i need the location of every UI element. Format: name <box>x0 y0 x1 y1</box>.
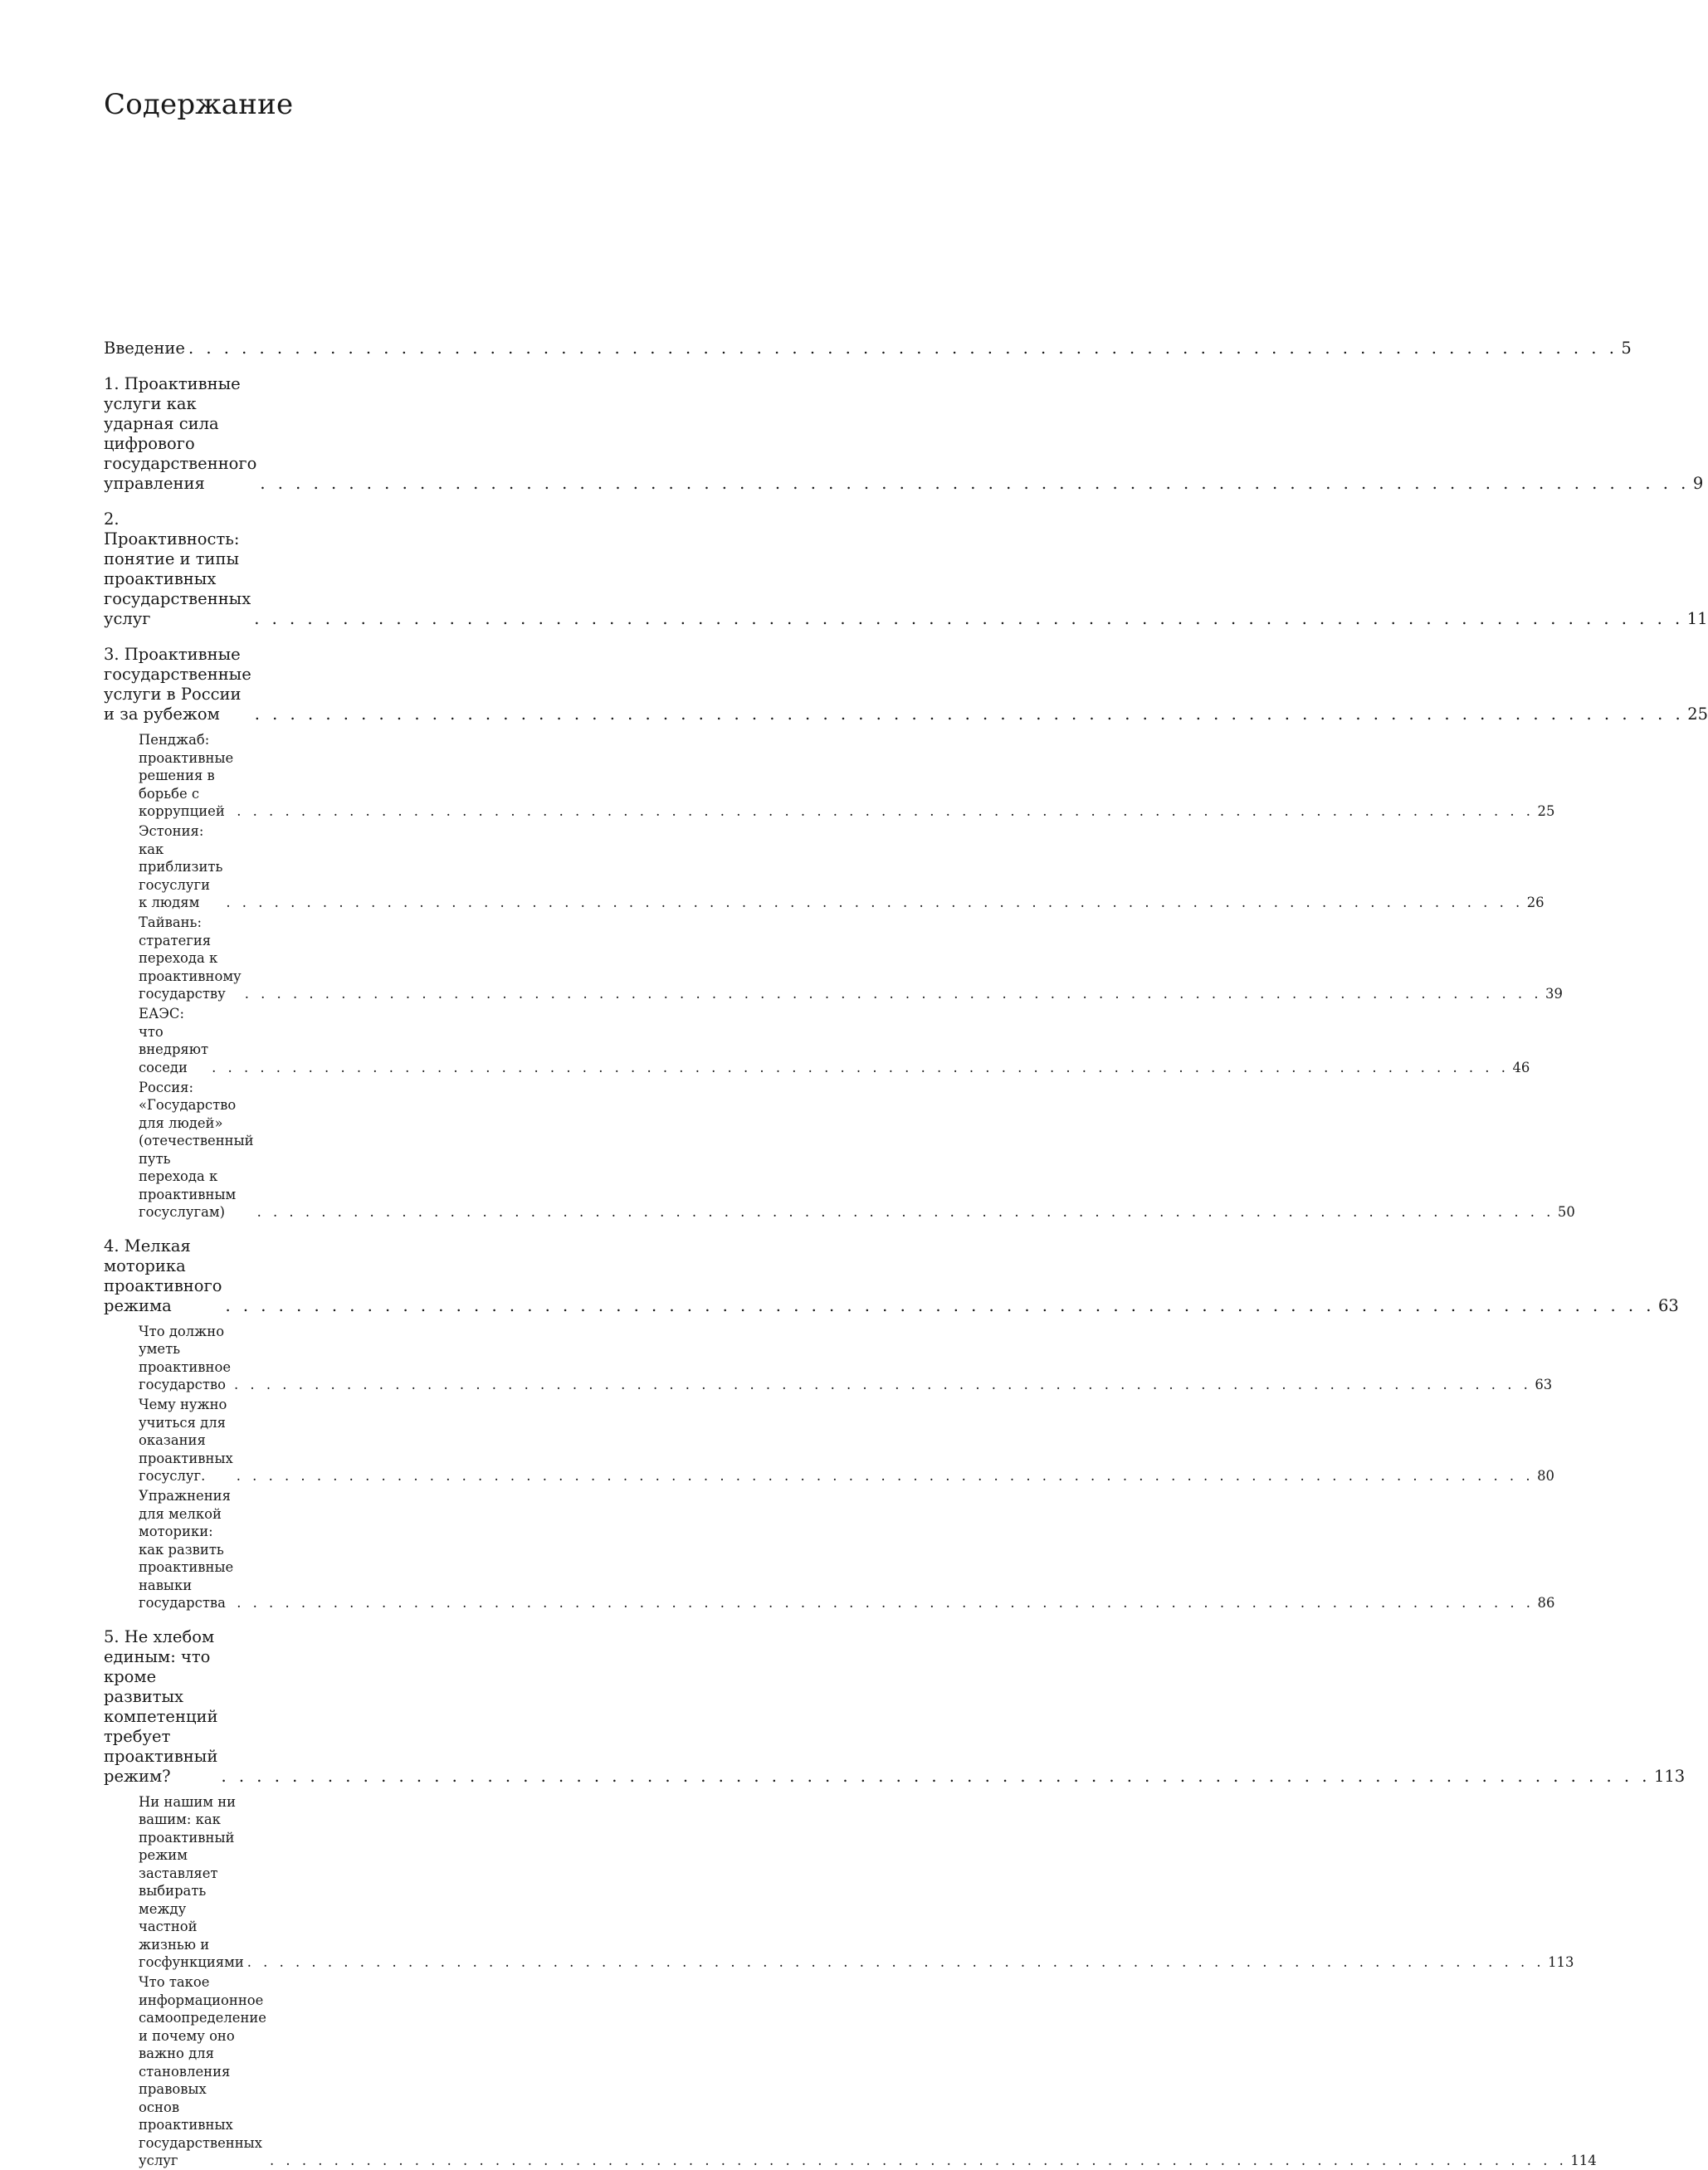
toc-entry-chapter-2[interactable] <box>104 510 1708 629</box>
toc-entry-chapter-1[interactable] <box>104 374 1704 494</box>
dot-leader: . . . . . . . . . . . . . . . . . . . . . . . . . . . . . . . . . . . . . . . . . . . . . . . . . . . . . . . . . . . . . . . . . . . . . . . . . . . . . . . . . <box>234 1377 1532 1392</box>
toc-page-number: 11 <box>1686 609 1708 628</box>
dot-leader: . . . . . . . . . . . . . . . . . . . . . . . . . . . . . . . . . . . . . . . . . . . . . . . . . . . . . . . . . . . . . . . . . . . . . . . . . . . . . . . . . <box>225 1295 1655 1315</box>
toc-page-number: 5 <box>1621 339 1632 358</box>
dot-leader: . . . . . . . . . . . . . . . . . . . . . . . . . . . . . . . . . . . . . . . . . . . . . . . . . . . . . . . . . . . . . . . . . . . . . . . . . . . . . . . . . <box>221 1766 1651 1786</box>
toc-entry-introduction[interactable] <box>104 339 1632 358</box>
toc-subentry-title: Тайвань: стратегия перехода к проактивному государству <box>139 914 242 1002</box>
dot-leader: . . . . . . . . . . . . . . . . . . . . . . . . . . . . . . . . . . . . . . . . . . . . . . . . . . . . . . . . . . . . . . . . . . . . . . . . . . . . . . . . . <box>212 1059 1510 1075</box>
dot-leader: . . . . . . . . . . . . . . . . . . . . . . . . . . . . . . . . . . . . . . . . . . . . . . . . . . . . . . . . . . . . . . . . . . . . . . . . . . . . . . . . . <box>236 1468 1535 1484</box>
toc-entry-title: 5. Не хлебом единым: что кроме развитых компетенций требует проактивный режим? <box>104 1626 218 1786</box>
dot-leader: . . . . . . . . . . . . . . . . . . . . . . . . . . . . . . . . . . . . . . . . . . . . . . . . . . . . . . . . . . . . . . . . . . . . . . . . . . . . . . . . . <box>246 1954 1545 1970</box>
toc-page-number: 25 <box>1537 803 1555 819</box>
toc-subentry-title: Эстония: как приблизить госуслуги к людям <box>139 823 223 910</box>
toc-page-number: 63 <box>1535 1377 1553 1392</box>
toc-subentry-title: Что такое информационное самоопределение и почему оно важно для становления правовых основ проактивных государственных услуг <box>139 1974 267 2168</box>
toc-page-number: 39 <box>1545 986 1563 1002</box>
toc-subentry-title: Упражнения для мелкой моторики: как развить проактивные навыки государства <box>139 1488 234 1611</box>
toc-page-number: 113 <box>1548 1954 1574 1970</box>
toc-page-number: 26 <box>1526 895 1545 910</box>
toc-subentry-title: Что должно уметь проактивное государство <box>139 1323 232 1392</box>
toc-subentry[interactable] <box>139 1973 1597 2170</box>
dot-leader: . . . . . . . . . . . . . . . . . . . . . . . . . . . . . . . . . . . . . . . . . . . . . . . . . . . . . . . . . . . . . . . . . . . . . . . . . . . . . . . . . <box>260 474 1690 493</box>
toc-subentry[interactable] <box>139 1323 1553 1394</box>
toc-subentry-title: Чему нужно учиться для оказания проактивных госуслуг. <box>139 1397 233 1484</box>
toc-entry-chapter-4[interactable] <box>104 1236 1679 1316</box>
toc-entry-title: Введение <box>104 339 185 358</box>
toc-subentry-title: Пенджаб: проактивные решения в борьбе с коррупцией <box>139 732 234 819</box>
toc-page-number: 9 <box>1692 474 1704 493</box>
dot-leader: . . . . . . . . . . . . . . . . . . . . . . . . . . . . . . . . . . . . . . . . . . . . . . . . . . . . . . . . . . . . . . . . . . . . . . . . . . . . . . . . . <box>188 339 1618 358</box>
toc-subentry-title: ЕАЭС: что внедряют соседи <box>139 1006 209 1075</box>
toc-subentry[interactable] <box>139 1487 1555 1612</box>
dot-leader: . . . . . . . . . . . . . . . . . . . . . . . . . . . . . . . . . . . . . . . . . . . . . . . . . . . . . . . . . . . . . . . . . . . . . . . . . . . . . . . . . <box>256 1204 1554 1220</box>
toc-page-number: 113 <box>1653 1766 1686 1786</box>
toc-subentry-title: Россия: «Государство для людей» (отечественный путь перехода к проактивным госуслугам) <box>139 1079 254 1220</box>
toc-entry-title: 1. Проактивные услуги как ударная сила цифрового государственного управления <box>104 374 257 493</box>
toc-entry-chapter-5[interactable] <box>104 1626 1686 1787</box>
toc-subentry-title: Ни нашим ни вашим: как проактивный режим заставляет выбирать между частной жизнью и госфункциями <box>139 1793 244 1970</box>
table-of-contents <box>104 339 1708 2170</box>
toc-subentry[interactable] <box>139 731 1555 821</box>
dot-leader: . . . . . . . . . . . . . . . . . . . . . . . . . . . . . . . . . . . . . . . . . . . . . . . . . . . . . . . . . . . . . . . . . . . . . . . . . . . . . . . . . <box>237 803 1535 819</box>
toc-page-number: 63 <box>1657 1295 1679 1315</box>
toc-subentry[interactable] <box>139 1396 1554 1485</box>
dot-leader: . . . . . . . . . . . . . . . . . . . . . . . . . . . . . . . . . . . . . . . . . . . . . . . . . . . . . . . . . . . . . . . . . . . . . . . . . . . . . . . . . <box>226 895 1524 910</box>
dot-leader: . . . . . . . . . . . . . . . . . . . . . . . . . . . . . . . . . . . . . . . . . . . . . . . . . . . . . . . . . . . . . . . . . . . . . . . . . . . . . . . . . <box>237 1595 1535 1611</box>
toc-page-number: 50 <box>1557 1204 1575 1220</box>
toc-subentry[interactable] <box>139 822 1545 912</box>
page-title: Содержание <box>104 88 294 121</box>
dot-leader: . . . . . . . . . . . . . . . . . . . . . . . . . . . . . . . . . . . . . . . . . . . . . . . . . . . . . . . . . . . . . . . . . . . . . . . . . . . . . . . . . <box>270 2153 1568 2168</box>
dot-leader: . . . . . . . . . . . . . . . . . . . . . . . . . . . . . . . . . . . . . . . . . . . . . . . . . . . . . . . . . . . . . . . . . . . . . . . . . . . . . . . . . <box>254 705 1685 724</box>
toc-subentry[interactable] <box>139 1793 1574 1972</box>
toc-page-number: 86 <box>1537 1595 1555 1611</box>
toc-entry-chapter-3[interactable] <box>104 645 1708 724</box>
toc-subentry[interactable] <box>139 914 1563 1003</box>
toc-subentry[interactable] <box>139 1079 1575 1222</box>
toc-page-number: 46 <box>1512 1059 1530 1075</box>
toc-entry-title: 2. Проактивность: понятие и типы проактивных государственных услуг <box>104 510 251 628</box>
toc-page-number: 114 <box>1570 2153 1597 2168</box>
toc-subentry[interactable] <box>139 1005 1530 1076</box>
toc-entry-title: 4. Мелкая моторика проактивного режима <box>104 1236 222 1315</box>
dot-leader: . . . . . . . . . . . . . . . . . . . . . . . . . . . . . . . . . . . . . . . . . . . . . . . . . . . . . . . . . . . . . . . . . . . . . . . . . . . . . . . . . <box>244 986 1543 1002</box>
toc-page-number: 25 <box>1687 705 1708 724</box>
toc-entry-title: 3. Проактивные государственные услуги в России и за рубежом <box>104 645 251 724</box>
dot-leader: . . . . . . . . . . . . . . . . . . . . . . . . . . . . . . . . . . . . . . . . . . . . . . . . . . . . . . . . . . . . . . . . . . . . . . . . . . . . . . . . . <box>254 609 1684 628</box>
toc-page-number: 80 <box>1537 1468 1554 1484</box>
